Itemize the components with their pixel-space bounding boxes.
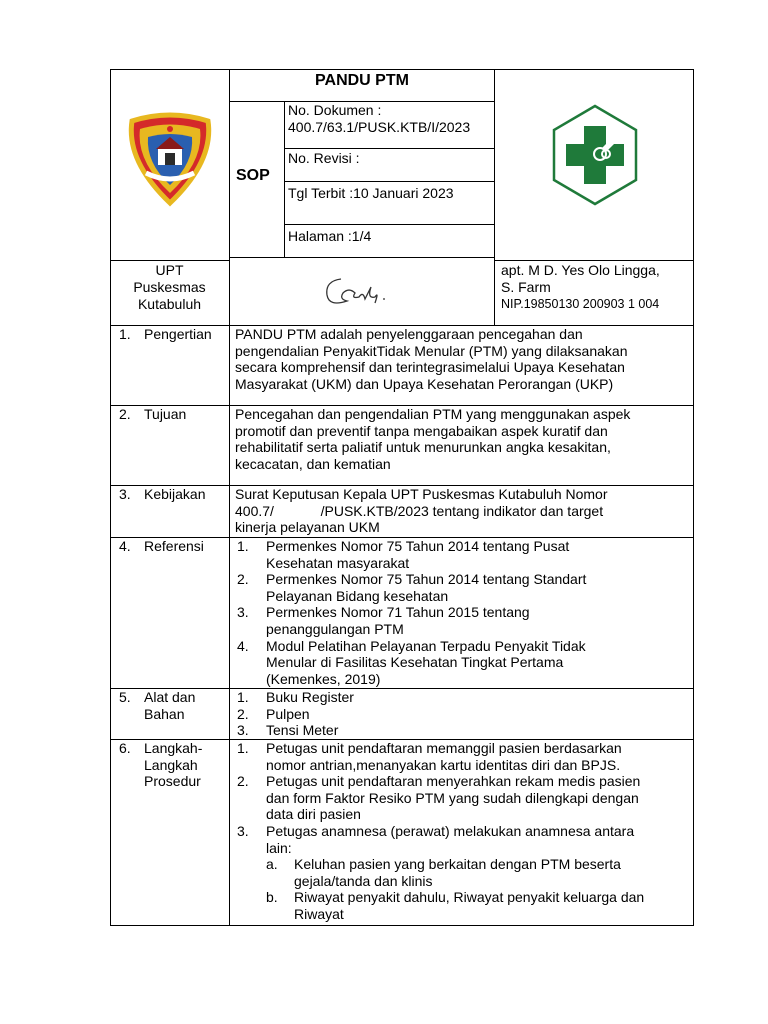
pengertian-line: Masyarakat (UKM) dan Upaya Kesehatan Perorangan (UKP) [235, 375, 614, 392]
langkah-subline: gejala/tanda dan klinis [294, 872, 433, 889]
list-number: 4. [237, 637, 249, 654]
kebijakan-line: 400.7/ /PUSK.KTB/2023 tentang indikator dan target [235, 502, 604, 519]
issue-date: Tgl Terbit :10 Januari 2023 [288, 185, 454, 201]
divider [284, 181, 494, 182]
section-number: 5. [119, 689, 131, 705]
referensi-line: Modul Pelatihan Pelayanan Terpadu Penyakit Tidak [266, 637, 586, 654]
regency-emblem-logo [122, 111, 218, 207]
section-number: 4. [119, 538, 131, 554]
divider [284, 224, 494, 225]
document-title: PANDU PTM [315, 72, 409, 89]
pengertian-line: PANDU PTM adalah penyelenggaraan pencegahan dan [235, 326, 583, 342]
divider [229, 325, 230, 926]
document-number-value: 400.7/63.1/PUSK.KTB/I/2023 [288, 119, 471, 135]
divider [110, 260, 229, 261]
sublist-letter: b. [266, 889, 278, 906]
border-right [693, 69, 694, 926]
section-label-alat: Alat dan [144, 689, 196, 705]
divider [284, 148, 494, 149]
list-number: 2. [237, 773, 249, 790]
referensi-line: Permenkes Nomor 75 Tahun 2014 tentang Pusat [266, 538, 570, 554]
pengertian-line: secara komprehensif dan terintegrasimelalui Upaya Kesehatan [235, 359, 625, 376]
page-number: Halaman :1/4 [288, 228, 372, 244]
document-number-label: No. Dokumen : [288, 102, 382, 118]
org-line-2: Puskesmas [133, 279, 206, 295]
border-top [110, 69, 694, 70]
list-number: 1. [237, 740, 249, 756]
kebijakan-line: kinerja pelayanan UKM [235, 519, 380, 536]
tujuan-line: kecacatan, dan kematian [235, 455, 391, 472]
referensi-line: (Kemenkes, 2019) [266, 670, 381, 687]
langkah-line: nomor antrian,menanyakan kartu identitas diri dan BPJS. [266, 756, 621, 773]
langkah-subline: Riwayat penyakit dahulu, Riwayat penyakit keluarga dan [294, 889, 645, 906]
puskesmas-logo [550, 104, 640, 208]
langkah-subline: Keluhan pasien yang berkaitan dengan PTM beserta [294, 856, 621, 873]
referensi-line: Menular di Fasilitas Kesehatan Tingkat Pertama [266, 654, 564, 671]
border-left [110, 69, 111, 926]
referensi-line: Permenkes Nomor 75 Tahun 2014 tentang Standart [266, 571, 587, 588]
tujuan-line: Pencegahan dan pengendalian PTM yang menggunakan aspek [235, 406, 631, 422]
list-number: 3. [237, 722, 249, 739]
divider [229, 69, 230, 325]
section-number: 6. [119, 740, 131, 756]
pengertian-line: pengendalian PenyakitTidak Menular (PTM) yang dilaksanakan [235, 342, 628, 359]
tujuan-line: rehabilitatif serta paliatif untuk menurunkan angka kesakitan, [235, 439, 611, 456]
section-label-tujuan: Tujuan [144, 406, 187, 422]
langkah-line: Petugas anamnesa (perawat) melakukan anamnesa antara [266, 823, 635, 839]
divider [229, 257, 494, 258]
langkah-line: data diri pasien [266, 806, 361, 823]
referensi-line: penanggulangan PTM [266, 621, 404, 637]
list-number: 1. [237, 538, 249, 554]
langkah-line: Petugas unit pendaftaran memanggil pasien berdasarkan [266, 740, 622, 756]
list-number: 2. [237, 571, 249, 588]
list-number: 2. [237, 705, 249, 722]
sublist-letter: a. [266, 856, 278, 873]
alat-item: Pulpen [266, 705, 310, 722]
org-line-1: UPT [155, 262, 184, 278]
list-number: 1. [237, 689, 249, 705]
section-label-referensi: Referensi [144, 538, 204, 554]
section-number: 3. [119, 486, 131, 502]
section-label-langkah: Prosedur [144, 773, 201, 790]
list-number: 3. [237, 604, 249, 621]
langkah-line: dan form Faktor Resiko PTM yang sudah dilengkapi dengan [266, 789, 639, 806]
referensi-line: Pelayanan Bidang kesehatan [266, 587, 449, 604]
section-number: 2. [119, 406, 131, 422]
section-label-kebijakan: Kebijakan [144, 486, 206, 502]
revision-number: No. Revisi : [288, 150, 360, 166]
langkah-subline: Riwayat [294, 906, 344, 922]
referensi-line: Permenkes Nomor 71 Tahun 2015 tentang [266, 604, 530, 621]
divider [110, 688, 694, 689]
referensi-line: Kesehatan masyarakat [266, 554, 410, 571]
kebijakan-line: Surat Keputusan Kepala UPT Puskesmas Kutabuluh Nomor [235, 486, 608, 502]
section-label-langkah: Langkah- [144, 740, 203, 756]
alat-item: Buku Register [266, 689, 354, 705]
section-label-pengertian: Pengertian [144, 326, 212, 342]
signature [315, 269, 405, 313]
section-number: 1. [119, 326, 131, 342]
langkah-line: lain: [266, 839, 292, 856]
divider [284, 101, 285, 257]
section-label-langkah: Langkah [144, 756, 198, 773]
sop-document [110, 69, 694, 926]
langkah-line: Petugas unit pendaftaran menyerahkan rekam medis pasien [266, 773, 641, 790]
divider [494, 260, 694, 261]
list-number: 3. [237, 823, 249, 839]
section-label-alat: Bahan [144, 705, 185, 722]
divider [494, 69, 495, 325]
org-line-3: Kutabuluh [137, 296, 202, 312]
border-bottom [110, 925, 694, 926]
alat-item: Tensi Meter [266, 722, 339, 739]
tujuan-line: promotif dan preventif tanpa mengabaikan aspek kuratif dan [235, 422, 608, 439]
signer-name-line-2: S. Farm [501, 279, 551, 295]
signer-name-line-1: apt. M D. Yes Olo Lingga, [501, 262, 660, 278]
sop-label: SOP [236, 167, 270, 184]
signer-nip: NIP.19850130 200903 1 004 [501, 297, 660, 311]
